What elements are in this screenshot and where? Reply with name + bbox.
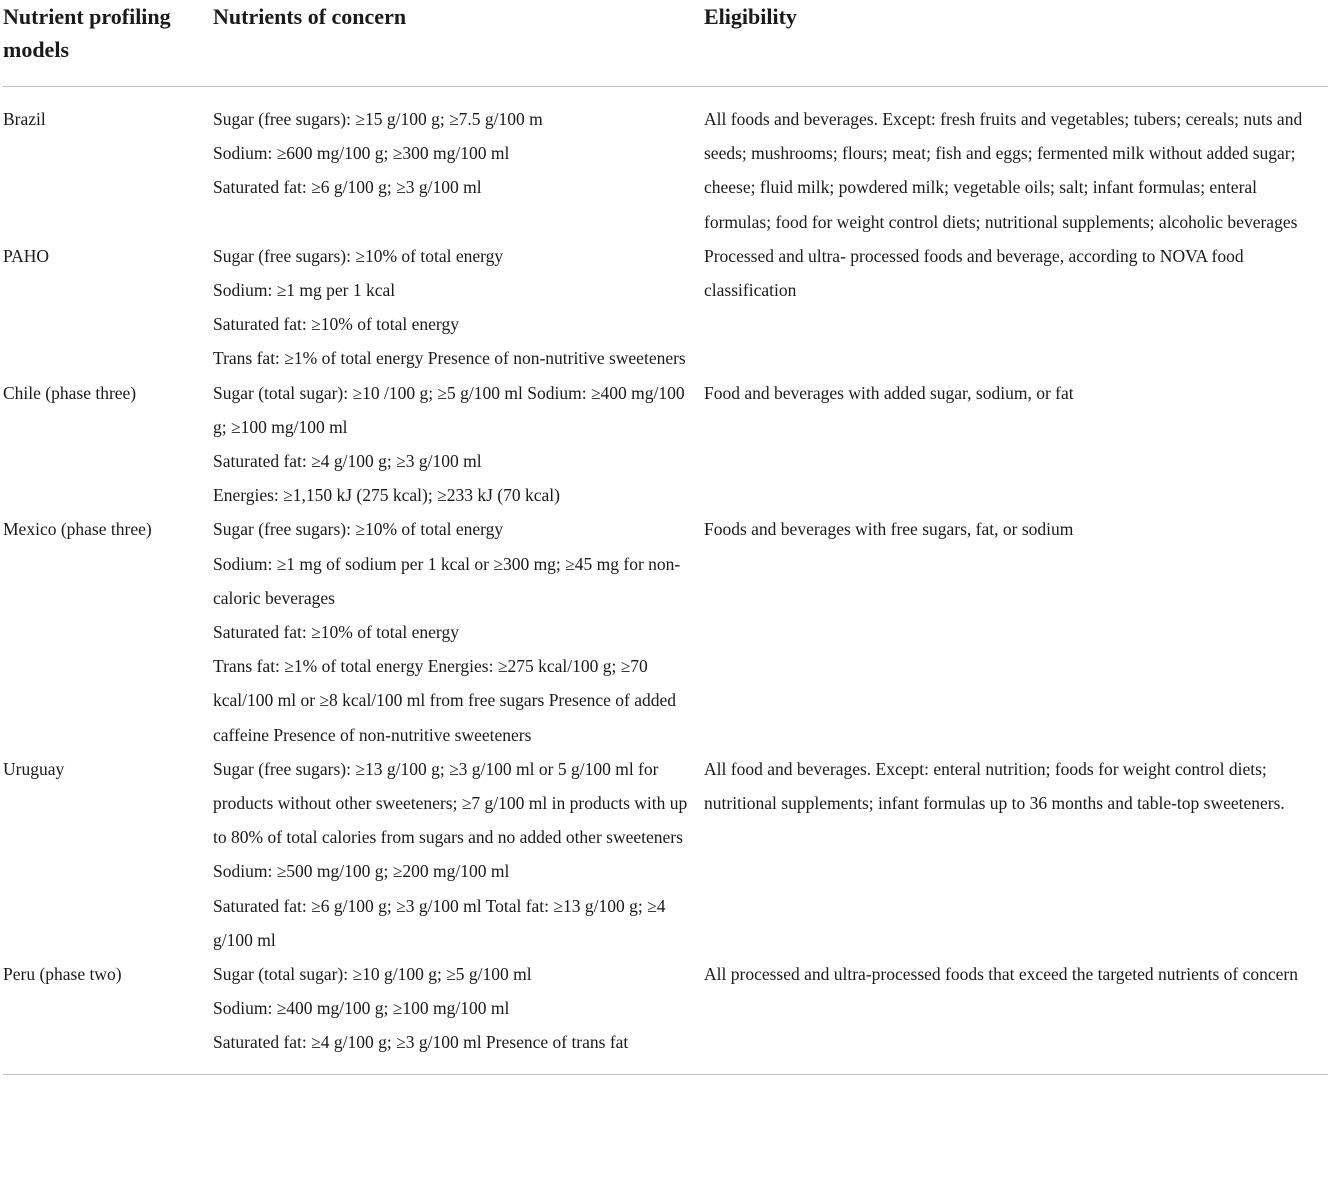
nutrient-line: Sodium: ≥400 mg/100 g; ≥100 mg/100 ml — [213, 998, 510, 1019]
nutrient-line: Trans fat: ≥1% of total energy Presence of non-nutritive sweeteners — [213, 348, 686, 369]
table-row — [3, 87, 1328, 239]
header-eligibility: Eligibility — [704, 0, 1328, 87]
table-row — [3, 752, 1328, 957]
eligibility-cell: Processed and ultra- processed foods and beverage, according to NOVA food classification — [704, 245, 1244, 301]
header-nutrients: Nutrients of concern — [213, 0, 704, 87]
nutrients-cell — [213, 752, 704, 957]
table-row — [3, 512, 1328, 751]
model-cell: Chile (phase three) — [3, 382, 137, 403]
nutrient-line: Sugar (total sugar): ≥10 g/100 g; ≥5 g/100 ml — [213, 964, 532, 985]
nutrient-line: Saturated fat: ≥10% of total energy — [213, 314, 459, 335]
model-cell: Peru (phase two) — [3, 964, 122, 985]
model-cell: Mexico (phase three) — [3, 519, 152, 540]
table-header — [3, 0, 1328, 87]
nutrient-line: Saturated fat: ≥4 g/100 g; ≥3 g/100 ml Presence of trans fat — [213, 1032, 629, 1053]
table-row — [3, 957, 1328, 1074]
nutrient-line: Sodium: ≥1 mg of sodium per 1 kcal or ≥300 mg; ≥45 mg for non-caloric beverages — [213, 553, 681, 608]
header-row — [3, 0, 1328, 87]
nutrient-line: Sugar (free sugars): ≥15 g/100 g; ≥7.5 g/100 m — [213, 109, 543, 129]
eligibility-cell: All foods and beverages. Except: fresh fruits and vegetables; tubers; cereals; nuts and seeds; mushrooms; flours; meat; fish and eggs; fermented milk without added sugar; cheese; fluid milk; powdered milk; vegetable oils; salt; infant formulas; enteral formulas; food for weight control diets; nutritional supplements; alcoholic beverages — [704, 109, 1303, 232]
nutrient-line: Trans fat: ≥1% of total energy Energies: ≥275 kcal/100 g; ≥70 kcal/100 ml or ≥8 kcal/100 ml from free sugars Presence of added caffeine Presence of non-nutritive sweeteners — [213, 656, 676, 745]
nutrient-line: Sugar (free sugars): ≥10% of total energy — [213, 245, 504, 266]
nutrients-cell — [213, 512, 704, 751]
eligibility-cell: Food and beverages with added sugar, sodium, or fat — [704, 382, 1074, 403]
eligibility-cell: All food and beverages. Except: enteral nutrition; foods for weight control diets; nutritional supplements; infant formulas up to 36 months and table-top sweeteners. — [704, 758, 1285, 814]
table-row — [3, 239, 1328, 376]
header-model: Nutrient profiling models — [3, 0, 213, 87]
model-cell: PAHO — [3, 245, 50, 266]
nutrient-line: Sugar (free sugars): ≥10% of total energy — [213, 519, 504, 540]
nutrient-line: Sodium: ≥600 mg/100 g; ≥300 mg/100 ml — [213, 143, 510, 164]
eligibility-cell: All processed and ultra-processed foods that exceed the targeted nutrients of concern — [704, 964, 1298, 985]
nutrient-line: Saturated fat: ≥6 g/100 g; ≥3 g/100 ml Total fat: ≥13 g/100 g; ≥4 g/100 ml — [213, 895, 666, 950]
nutrients-cell — [213, 376, 704, 513]
data-table — [3, 0, 1328, 1074]
nutrients-cell — [213, 957, 704, 1074]
nutrient-line: Sodium: ≥1 mg per 1 kcal — [213, 280, 396, 301]
nutrient-line: Sugar (free sugars): ≥13 g/100 g; ≥3 g/100 ml or 5 g/100 ml for products without other sweeteners; ≥7 g/100 ml in products with up to 80% of total calories from sugars and no added other sweeteners — [213, 758, 688, 848]
nutrient-line: Sugar (total sugar): ≥10 /100 g; ≥5 g/100 ml Sodium: ≥400 mg/100 g; ≥100 mg/100 ml — [213, 382, 685, 437]
nutrient-line: Saturated fat: ≥10% of total energy — [213, 622, 459, 643]
model-cell: Brazil — [3, 109, 46, 129]
nutrient-profiling-table — [3, 0, 1328, 1075]
nutrient-line: Sodium: ≥500 mg/100 g; ≥200 mg/100 ml — [213, 861, 510, 882]
nutrient-line: Energies: ≥1,150 kJ (275 kcal); ≥233 kJ (70 kcal) — [213, 485, 560, 506]
table-row — [3, 376, 1328, 513]
nutrient-line: Saturated fat: ≥4 g/100 g; ≥3 g/100 ml — [213, 451, 482, 472]
table-bottom-rule — [3, 1074, 1328, 1075]
nutrients-cell — [213, 239, 704, 376]
nutrients-cell — [213, 87, 704, 239]
table-body — [3, 87, 1328, 1074]
nutrient-line: Saturated fat: ≥6 g/100 g; ≥3 g/100 ml — [213, 177, 482, 198]
eligibility-cell: Foods and beverages with free sugars, fat, or sodium — [704, 519, 1074, 540]
model-cell: Uruguay — [3, 758, 65, 779]
